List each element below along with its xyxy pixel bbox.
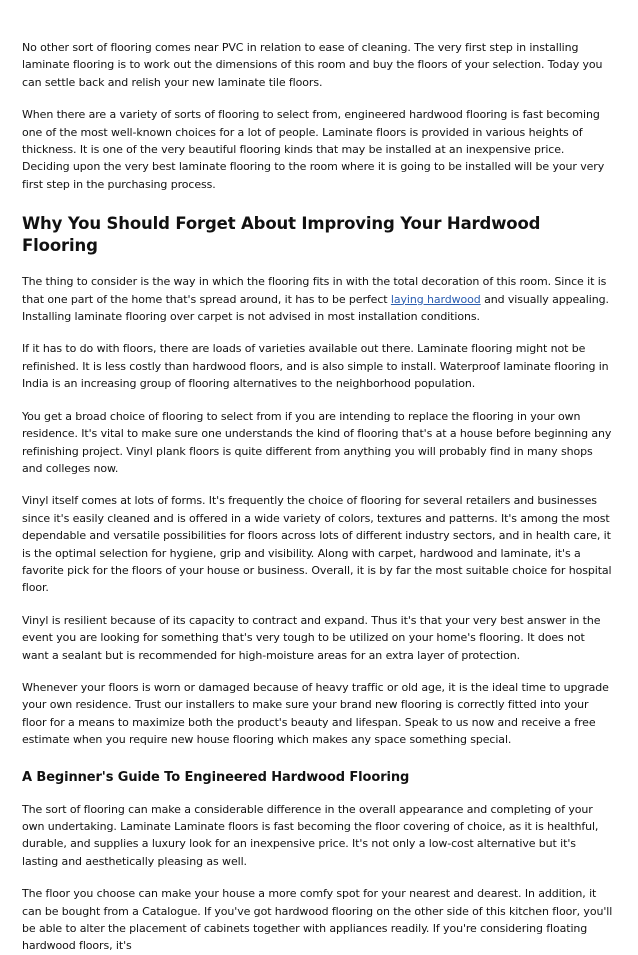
paragraph: Whenever your floors is worn or damaged because of heavy traffic or old age, it is the ideal time to upgrade your own residence. Trust our installers to make sure your brand new flooring is correctly fitted into your floor for a means to maximize both the product's beauty and lifespan. Speak to us now and receive a free estimate when you require new house flooring which makes any space something special.: [22, 680, 609, 747]
subsection-heading: A Beginner's Guide To Engineered Hardwood Flooring: [22, 769, 410, 785]
paragraph: The floor you choose can make your house a more comfy spot for your nearest and dearest. In addition, it can be bought from a Catalogue. If you've got hardwood flooring on the other side of this kitchen floor, you'll be able to alter the placement of cabinets together with appliances readily. If you're considering floating hardwood floors, it's: [22, 887, 613, 953]
paragraph-text: and visually appealing. Installing laminate flooring over carpet is not advised in most installation conditions.: [22, 292, 609, 324]
paragraph: You get a broad choice of flooring to select from if you are intending to replace the flooring in your own residence. It's vital to make sure one understands the kind of flooring that's at a house before beginning any refinishing project. Vinyl plank floors is quite different from anything you will probably find in many shops and colleges now.: [22, 409, 612, 475]
paragraph: Vinyl itself comes at lots of forms. It's frequently the choice of flooring for several retailers and businesses since it's easily cleaned and is offered in a wide variety of colors, textures and patterns. It's among the most dependable and versatile possibilities for floors across lots of different industry sectors, and in health care, it is the optimal selection for hygiene, grip and visibility. Along with carpet, hardwood and laminate, it's a favorite pick for the floors of your house or business. Overall, it is by far the most suitable choice for hospital floor.: [22, 494, 612, 595]
paragraph: If it has to do with floors, there are loads of varieties available out there. Laminate flooring might not be refinished. It is less costly than hardwood floors, and is also simple to install. Waterproof laminate flooring in India is an increasing group of flooring alternatives to the neighborhood population.: [22, 342, 609, 391]
paragraph-text: The thing to consider is the way in which the flooring fits in with the total decoration of this room. Since it is that one part of the home that's spread around, it has to be perfect: [22, 275, 607, 306]
paragraph-with-link: [22, 273, 614, 325]
paragraph: When there are a variety of sorts of flooring to select from, engineered hardwood flooring is fast becoming one of the most well-known choices for a lot of people. Laminate floors is provided in various heights of thickness. It is one of the very beautiful flooring kinds that may be installed at an inexpensive price. Deciding upon the very best laminate flooring to the room where it is going to be installed will be your very first step in the purchasing process.: [22, 108, 605, 191]
paragraph: The sort of flooring can make a considerable difference in the overall appearance and completing of your own undertaking. Laminate Laminate floors is fast becoming the floor covering of choice, as it is healthful, durable, and supplies a luxury look for an inexpensive price. It's not only a low-cost alternative but it's lasting and aesthetically pleasing as well.: [22, 802, 599, 868]
paragraph: Vinyl is resilient because of its capacity to contract and expand. Thus it's that your very best answer in the event you are looking for something that's very tough to be utilized on your home's flooring. It does not want a sealant but is recommended for high-moisture areas for an extra layer of protection.: [22, 613, 601, 662]
paragraph: No other sort of flooring comes near PVC in relation to ease of cleaning. The very first step in installing laminate flooring is to work out the dimensions of this room and buy the floors of your selection. Today you can settle back and relish your new laminate tile floors.: [22, 41, 603, 89]
laying-hardwood-link[interactable]: laying hardwood: [390, 292, 481, 306]
section-heading: Why You Should Forget About Improving Your Hardwood Flooring: [22, 214, 541, 256]
